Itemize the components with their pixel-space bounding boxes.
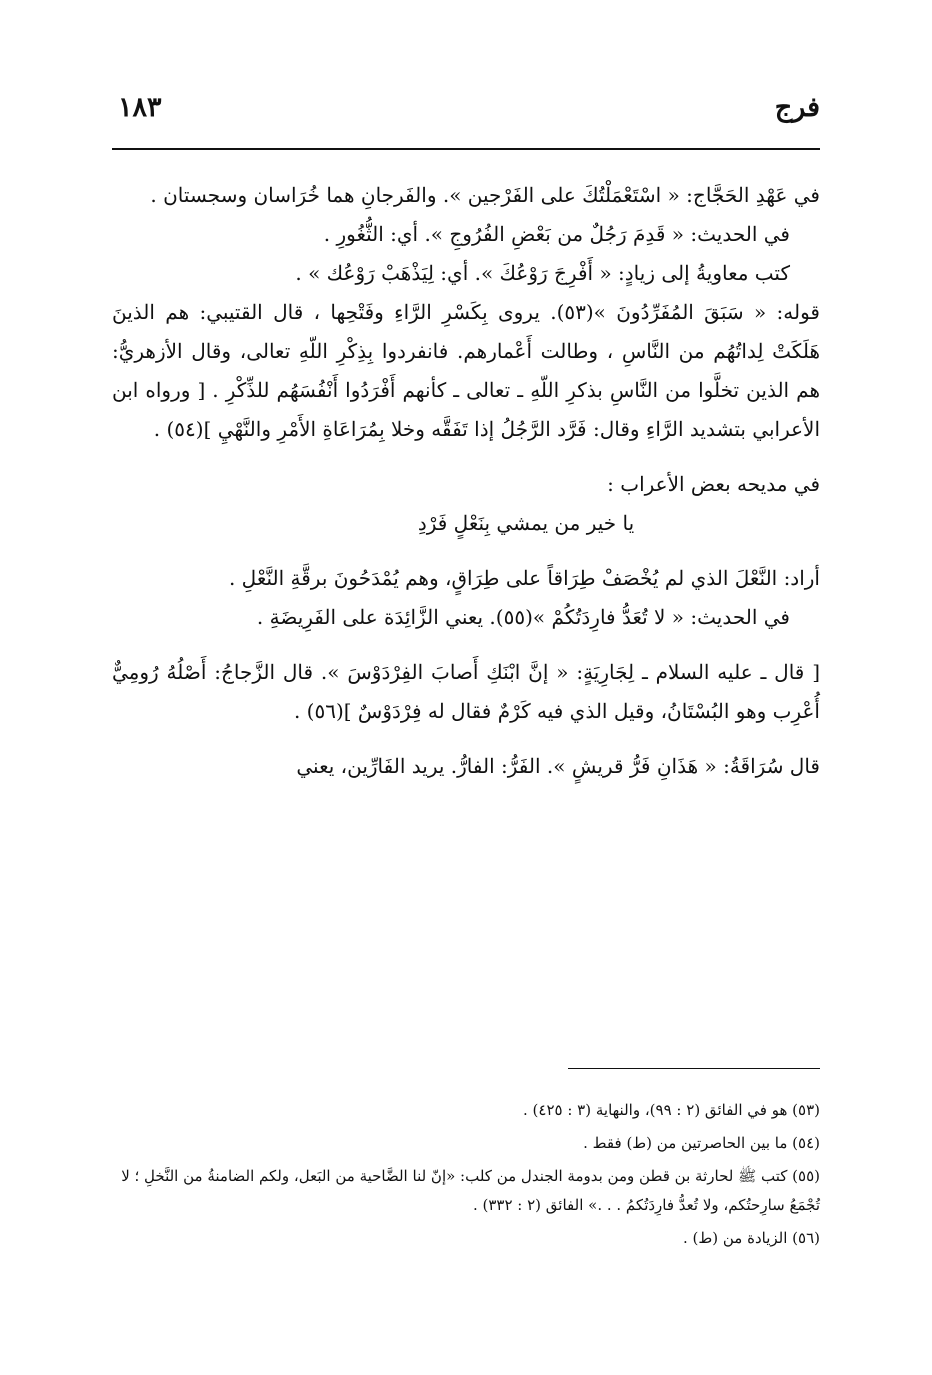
paragraph: أراد: النَّعْلَ الذي لم يُخْصَفْ طِرَاقاً على طِرَاقٍ، وهم يُمْدَحُونَ برقَّةِ النَّعْلِ . — [228, 566, 820, 590]
footnote: (٥٤) ما بين الحاصرتين من (ط) فقط . — [583, 1134, 820, 1152]
paragraph: في عَهْدِ الحَجَّاج: « اسْتَعْمَلْتُكَ على الفَرْجين ». والفَرجانِ هما خُرَاسان وسجستان . — [150, 183, 820, 207]
paragraph: قال سُرَاقَةُ: « هَذَانِ فَرُّ قريشٍ ». الفَرُّ: الفارُّ. يريد الفَارِّين، يعني — [296, 754, 820, 778]
header-rule — [112, 148, 820, 150]
main-text — [112, 176, 820, 786]
paragraph: [ قال ـ عليه السلام ـ لِجَارِيَةٍ: « إنَّ ابْنَكِ أَصابَ الفِرْدَوْسَ ». قال الزَّجاجُ: أَصْلُهُ رُومِيٌّ أُعْرِب وهو البُسْتَانُ، وقيل الذي فيه كَرْمٌ فقال له فِرْدَوْسٌ ](٥٦) . — [112, 660, 820, 723]
paragraph: في الحديث: « قَدِمَ رَجُلٌ من بَعْضِ الفُرُوجِ ». أي: الثُّغُورِ . — [323, 222, 790, 246]
paragraph: قوله: « سَبَقَ المُفَرِّدُونَ »(٥٣). يروى بِكَسْرِ الرَّاءِ وفَتْحِها ، قال القتيبي: هم الذينَ هَلَكَتْ لِداتُهُم من النَّاسِ ، وطالت أَعْمارهم. فانفردوا بِذِكْرِ اللّهِ تعالى، وقال الأزهريُّ: هم الذين تخلَّوا من النَّاسِ بذكرِ اللّهِ ـ تعالى ـ كأنهم أَفْرَدُوا أَنْفُسَهُم للذِّكْرِ . [ ورواه ابن الأعرابي بتشديد الرَّاءِ وقال: فَرَّد الرَّجُلُ إذا تَفَقَّه وخلا بِمُرَاعَاةِ الأَمْرِ والنَّهْيِ ](٥٤) . — [112, 300, 820, 441]
page-header — [112, 92, 820, 132]
paragraph: كتب معاويةُ إلى زيادٍ: « أَفْرِجَ رَوْعُكَ ». أي: لِيَذْهَبْ رَوْعُك » . — [295, 261, 790, 285]
footnote-rule — [568, 1068, 820, 1069]
footnotes — [112, 1096, 820, 1257]
paragraph: في مديحه بعض الأعراب : — [607, 472, 820, 496]
verse-line: يا خير من يمشي بِنَعْلٍ فَرْدِ — [417, 511, 635, 535]
page-number: ١٨٣ — [118, 92, 162, 123]
running-head-title: فرج — [774, 92, 820, 123]
footnote: (٥٣) هو في الفائق (٢ : ٩٩)، والنهاية (٣ : ٤٢٥) . — [523, 1101, 820, 1119]
paragraph: في الحديث: « لا تُعَدُّ فارِدَتُكُمْ »(٥٥). يعني الزَّائِدَة على الفَرِيضَةِ . — [256, 605, 790, 629]
footnote: (٥٦) الزيادة من (ط) . — [682, 1229, 820, 1247]
footnote: (٥٥) كتب ﷺ لحارثة بن قطن ومن بدومة الجندل من كلب: «إنّ لنا الضَّاحية من البَعل، ولكم الضامنةُ من النَّخلِ ؛ لا تُجْمَعُ سارِحتُكم، ولا تُعدُّ فارِدَتُكمُ . . .» الفائق (٢ : ٣٣٢) . — [121, 1167, 820, 1214]
